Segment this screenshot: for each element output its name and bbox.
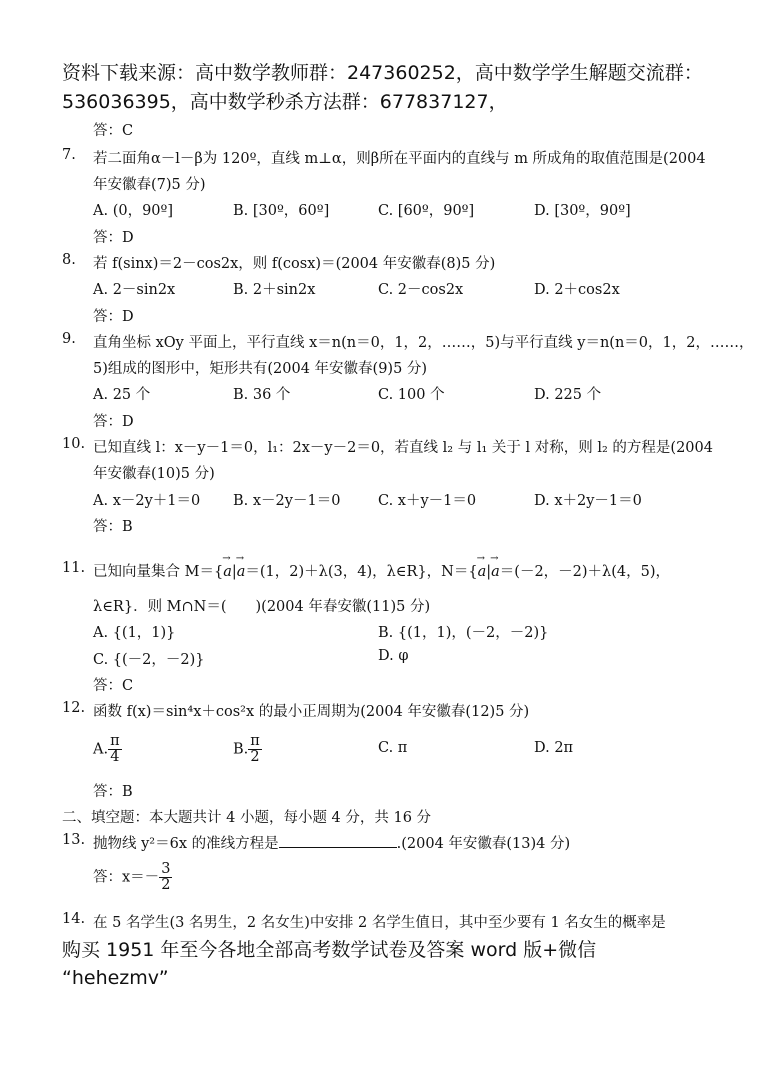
fraction-denominator: 4 — [110, 749, 120, 765]
question-8-answer: 答：D — [93, 309, 134, 325]
question-9-text-1: 直角坐标 xOy 平面上，平行直线 x＝n(n＝0，1，2，……，5)与平行直线 y＝n(n＝0，1，2，……， — [93, 335, 754, 351]
question-12-option-a-label: A. — [93, 741, 109, 758]
question-12-number: 12. — [62, 700, 86, 716]
vector-a-symbol-3: → a — [478, 564, 487, 580]
question-13-number: 13. — [62, 832, 86, 848]
question-13-answer — [93, 862, 172, 893]
question-9-option-d: D. 225 个 — [534, 387, 602, 403]
question-7-option-d: D. [30º，90º] — [534, 203, 631, 219]
question-9-option-a: A. 25 个 — [93, 387, 151, 403]
fraction-numerator: π — [110, 733, 120, 749]
question-11-bar-2: | — [486, 564, 492, 580]
question-13-answer-fraction — [159, 862, 172, 893]
question-14-number: 14. — [62, 911, 86, 927]
question-13-answer-label: 答：x＝－ — [93, 869, 160, 886]
question-7-number: 7. — [62, 147, 76, 163]
fraction-denominator: 2 — [250, 749, 260, 765]
question-8-option-c: C. 2－cos2x — [378, 282, 464, 298]
question-11-text-2: λ∈R}．则 M∩N＝( )(2004 年春安徽(11)5 分) — [93, 599, 431, 615]
question-13-text-after: .(2004 年安徽春(13)4 分) — [396, 836, 571, 852]
question-10-text-1: 已知直线 l：x－y－1＝0，l₁：2x－y－2＝0，若直线 l₂ 与 l₁ 关于 l 对称，则 l₂ 的方程是(2004 — [93, 440, 713, 456]
question-12-option-a-fraction — [108, 734, 122, 765]
question-13-text-before: 抛物线 y²＝6x 的准线方程是 — [93, 836, 279, 852]
question-7-text-1: 若二面角α－l－β为 120º，直线 m⊥α，则β所在平面内的直线与 m 所成角的取值范围是(2004 — [93, 151, 706, 167]
question-11-text-1 — [93, 560, 670, 581]
question-8-option-d: D. 2＋cos2x — [534, 282, 620, 298]
header-line-1: 资料下载来源：高中数学教师群：247360252，高中数学学生解题交流群： — [62, 62, 703, 84]
question-8-option-a: A. 2－sin2x — [93, 282, 176, 298]
question-11-text-1a: 已知向量集合 M＝{ — [93, 564, 224, 580]
question-11-text-1e: ＝(－2，－2)＋λ(4，5)， — [499, 564, 671, 580]
fraction-numerator: 3 — [161, 861, 171, 877]
question-12-option-d: D. 2π — [534, 740, 574, 756]
fraction-denominator: 2 — [161, 877, 171, 893]
question-11-option-c: C. {(－2，－2)} — [93, 652, 205, 668]
vector-a-symbol-1: → a — [223, 564, 232, 580]
question-9-answer: 答：D — [93, 414, 134, 430]
question-12-text-1: 函数 f(x)＝sin⁴x＋cos²x 的最小正周期为(2004 年安徽春(12)5 分) — [93, 704, 530, 720]
question-11-option-b: B. {(1，1)，(－2，－2)} — [378, 625, 549, 641]
previous-answer: 答：C — [93, 123, 134, 139]
question-11-bar-1: | — [231, 564, 237, 580]
question-9-number: 9. — [62, 331, 76, 347]
question-11-answer: 答：C — [93, 678, 134, 694]
question-11-option-a: A. {(1，1)} — [93, 625, 176, 641]
question-11-option-d: D. φ — [378, 648, 409, 664]
section-2-heading: 二、填空题：本大题共计 4 小题，每小题 4 分，共 16 分 — [62, 810, 432, 826]
question-10-option-a: A. x－2y＋1＝0 — [93, 493, 201, 509]
question-8-text-1: 若 f(sinx)＝2－cos2x，则 f(cosx)＝(2004 年安徽春(8)5 分) — [93, 256, 496, 272]
question-14-text-1: 在 5 名学生(3 名男生，2 名女生)中安排 2 名学生值日，其中至少要有 1 名女生的概率是 — [93, 915, 666, 931]
question-9-text-2: 5)组成的图形中，矩形共有(2004 年安徽春(9)5 分) — [93, 361, 428, 377]
question-10-option-b: B. x－2y－1＝0 — [233, 493, 341, 509]
question-13-text — [93, 832, 570, 853]
question-12-answer: 答：B — [93, 784, 133, 800]
question-7-answer: 答：D — [93, 230, 134, 246]
question-10-option-d: D. x＋2y－1＝0 — [534, 493, 642, 509]
question-12-option-a — [93, 734, 122, 765]
question-10-text-2: 年安徽春(10)5 分) — [93, 466, 215, 482]
question-7-text-2: 年安徽春(7)5 分) — [93, 177, 206, 193]
fraction-numerator: π — [250, 733, 260, 749]
question-8-number: 8. — [62, 252, 76, 268]
vector-a-symbol-4: → a — [491, 564, 500, 580]
question-12-option-b-fraction — [248, 734, 262, 765]
question-10-answer: 答：B — [93, 519, 133, 535]
question-11-number: 11. — [62, 560, 86, 576]
question-9-option-c: C. 100 个 — [378, 387, 445, 403]
question-10-option-c: C. x＋y－1＝0 — [378, 493, 477, 509]
question-7-option-a: A. (0，90º] — [93, 203, 173, 219]
question-8-option-b: B. 2＋sin2x — [233, 282, 316, 298]
question-10-number: 10. — [62, 436, 86, 452]
question-7-option-c: C. [60º，90º] — [378, 203, 475, 219]
footer-line-2: “hehezmv” — [62, 967, 169, 989]
question-12-option-b — [233, 734, 262, 765]
header-line-2: 536036395，高中数学秒杀方法群：677837127， — [62, 91, 508, 113]
question-12-option-b-label: B. — [233, 741, 249, 758]
footer-line-1: 购买 1951 年至今各地全部高考数学试卷及答案 word 版+微信 — [62, 939, 597, 961]
question-12-option-c: C. π — [378, 740, 408, 756]
question-9-option-b: B. 36 个 — [233, 387, 291, 403]
answer-blank — [279, 835, 397, 848]
question-11-text-1c: ＝(1，2)＋λ(3，4)，λ∈R}，N＝{ — [245, 564, 478, 580]
question-7-option-b: B. [30º，60º] — [233, 203, 330, 219]
vector-a-symbol-2: → a — [237, 564, 246, 580]
